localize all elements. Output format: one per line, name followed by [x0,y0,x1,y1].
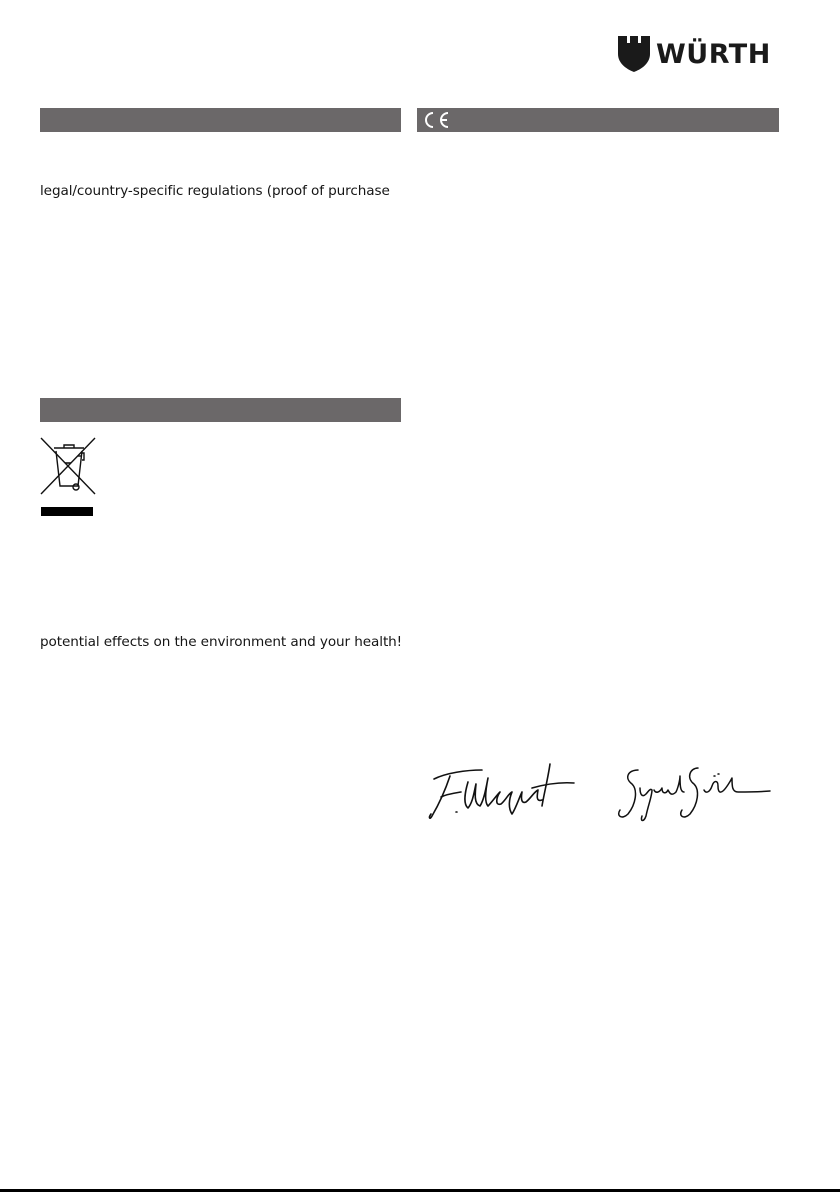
brand-name: WÜRTH [656,38,771,70]
crossed-out-wheelie-bin-icon [40,436,98,518]
warranty-text-line: legal/country-specific regulations (proof of purchase [40,183,390,199]
ce-mark-icon [422,110,452,130]
wurth-logo [618,36,771,72]
signature-right [614,764,774,826]
disposal-section-header [40,398,401,422]
ce-section-header [417,108,779,132]
disposal-text-line: potential effects on the environment and your health! [40,634,403,650]
wurth-emblem-icon [618,36,650,72]
warranty-section-header [40,108,401,132]
signature-left [426,762,578,824]
